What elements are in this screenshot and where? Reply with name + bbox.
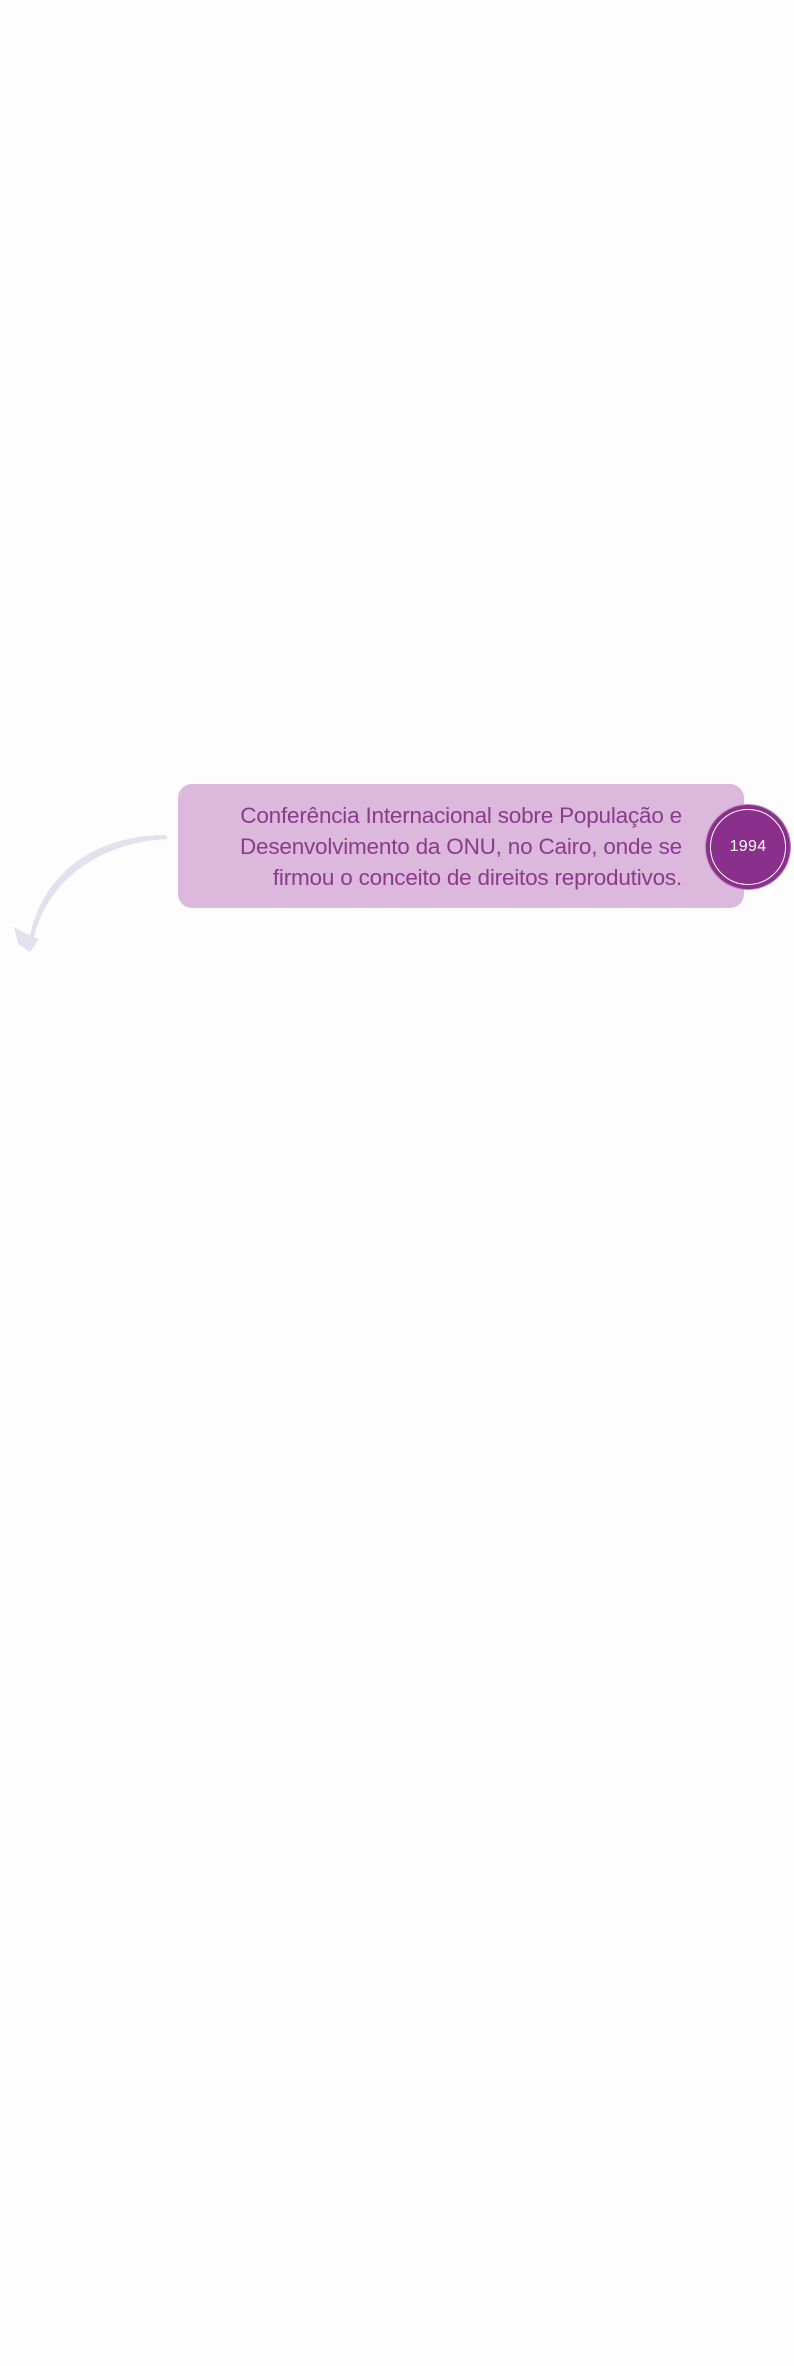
event-year: 1994 [729,838,767,855]
event-description-line: Desenvolvimento da ONU, no Cairo, onde se [239,833,682,859]
year-badge [706,805,790,889]
event-description [240,800,682,893]
event-description-line: firmou o conceito de direitos reprodutivos. [272,864,682,890]
year-badge-ring [710,809,786,885]
event-description-line: Conferência Internacional sobre População e [240,802,682,828]
curved-arrow-icon [0,820,180,960]
timeline-event-card [178,784,744,908]
